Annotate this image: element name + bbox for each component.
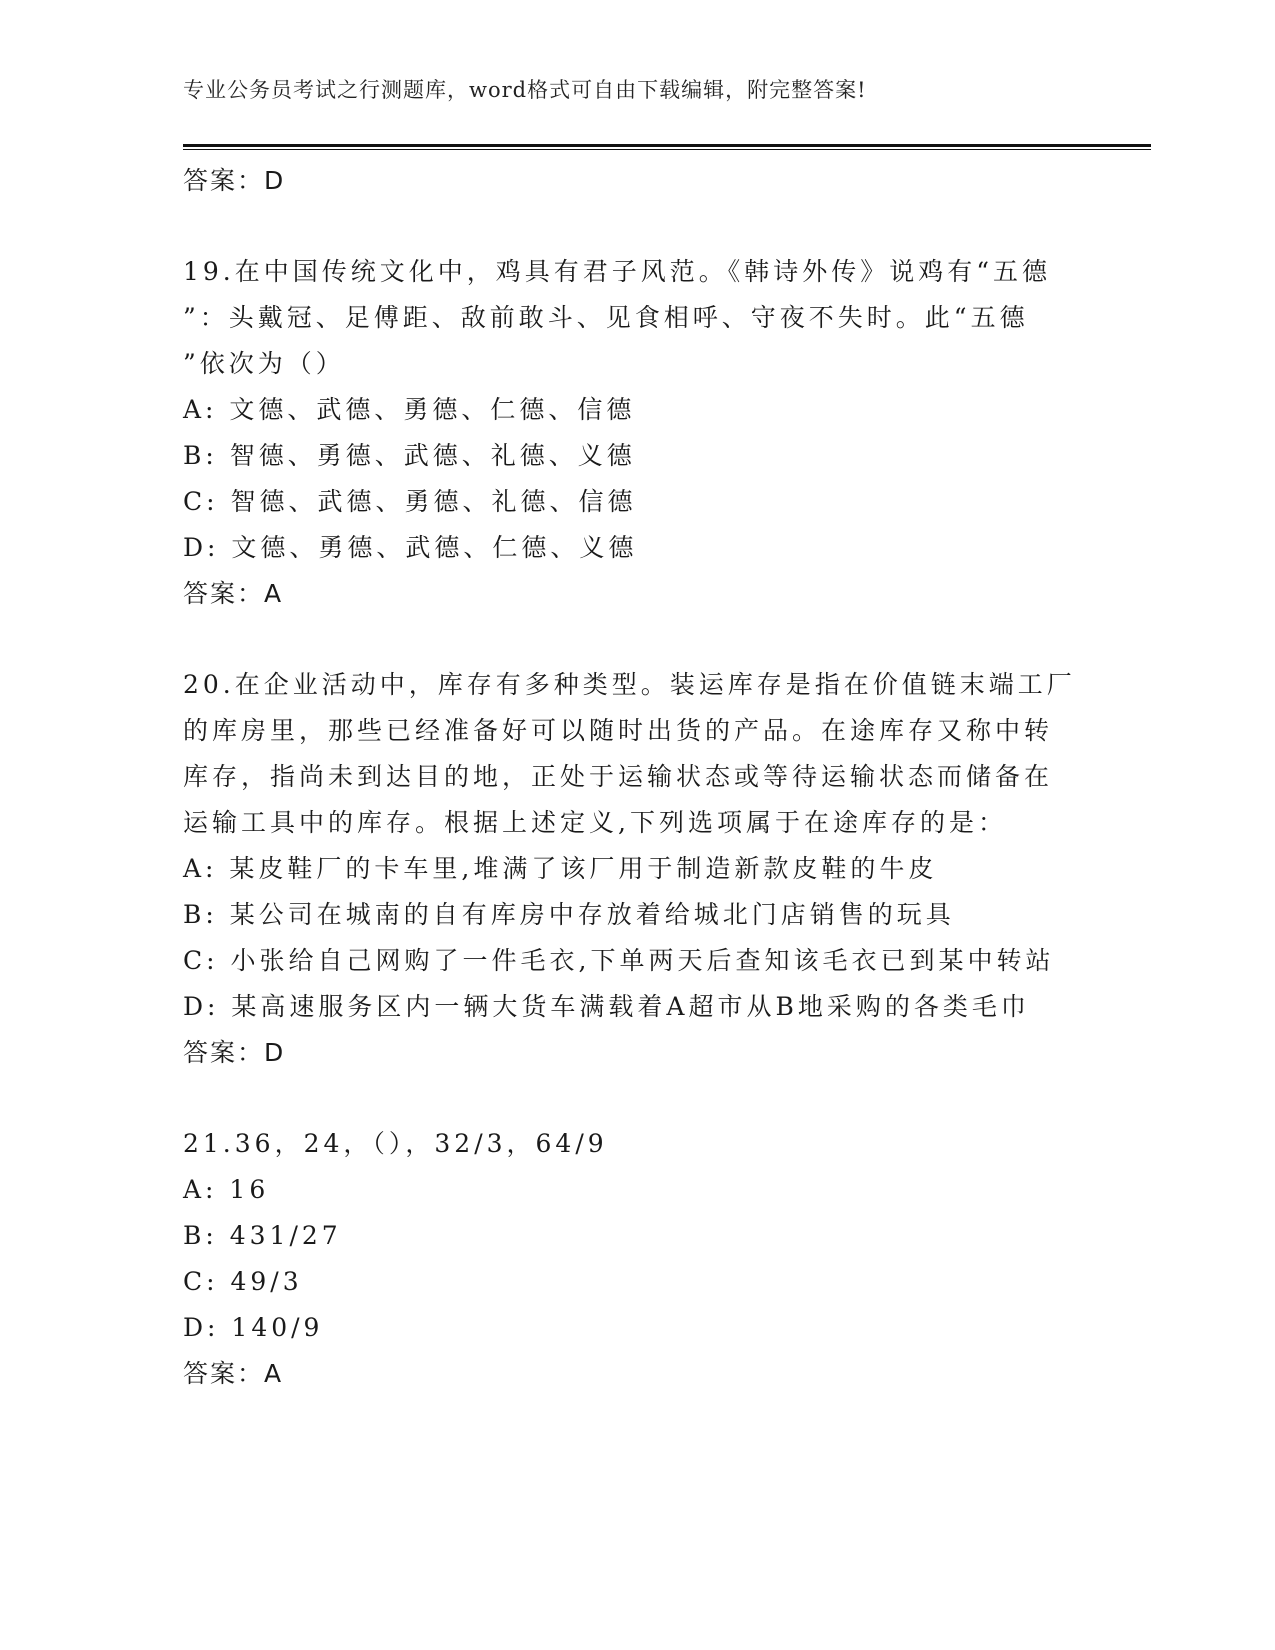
question-text-line: 20.在企业活动中，库存有多种类型。装运库存是指在价值链末端工厂 — [183, 670, 1076, 699]
spacer — [183, 617, 1083, 662]
question-text-line: ”依次为（） — [183, 349, 345, 378]
answer-line: 答案：D — [183, 166, 286, 195]
option-a: A: 16 — [183, 1175, 270, 1204]
option-c: C: 49/3 — [183, 1267, 303, 1296]
answer-line: 答案：A — [183, 579, 284, 608]
option-a: A: 某皮鞋厂的卡车里,堆满了该厂用于制造新款皮鞋的牛皮 — [183, 854, 938, 883]
question-19 — [183, 249, 1083, 617]
option-d: D: 140/9 — [183, 1313, 324, 1342]
document-body — [183, 158, 1083, 1397]
option-b: B: 某公司在城南的自有库房中存放着给城北门店销售的玩具 — [183, 900, 955, 929]
header-rule-thin — [183, 149, 1151, 150]
question-text-line: 库存，指尚未到达目的地，正处于运输状态或等待运输状态而储备在 — [183, 762, 1054, 791]
header-rule — [183, 144, 1151, 147]
page-header: 专业公务员考试之行测题库，word格式可自由下载编辑，附完整答案! — [183, 78, 867, 102]
option-a: A: 文德、武德、勇德、仁德、信德 — [183, 395, 636, 424]
option-c: C: 智德、武德、勇德、礼德、信德 — [183, 487, 637, 516]
option-c: C: 小张给自己网购了一件毛衣,下单两天后查知该毛衣已到某中转站 — [183, 946, 1055, 975]
option-b: B: 431/27 — [183, 1221, 342, 1250]
question-21 — [183, 1121, 1083, 1397]
question-20 — [183, 662, 1083, 1076]
question-text-line: 21.36，24，（），32/3，64/9 — [183, 1129, 608, 1158]
question-text-line: ”：头戴冠、足傅距、敌前敢斗、见食相呼、守夜不失时。此“五德 — [183, 303, 1029, 332]
option-d: D: 文德、勇德、武德、仁德、义德 — [183, 533, 638, 562]
question-text-line: 的库房里，那些已经准备好可以随时出货的产品。在途库存又称中转 — [183, 716, 1054, 745]
answer-line: 答案：A — [183, 1359, 284, 1388]
option-b: B: 智德、勇德、武德、礼德、义德 — [183, 441, 636, 470]
question-text-line: 运输工具中的库存。根据上述定义,下列选项属于在途库存的是： — [183, 808, 1007, 837]
answer-line: 答案：D — [183, 1038, 286, 1067]
option-d: D: 某高速服务区内一辆大货车满载着A超市从B地采购的各类毛巾 — [183, 992, 1030, 1021]
spacer — [183, 1076, 1083, 1121]
spacer — [183, 204, 1083, 249]
question-text-line: 19.在中国传统文化中，鸡具有君子风范。《韩诗外传》说鸡有“五德 — [183, 257, 1052, 286]
